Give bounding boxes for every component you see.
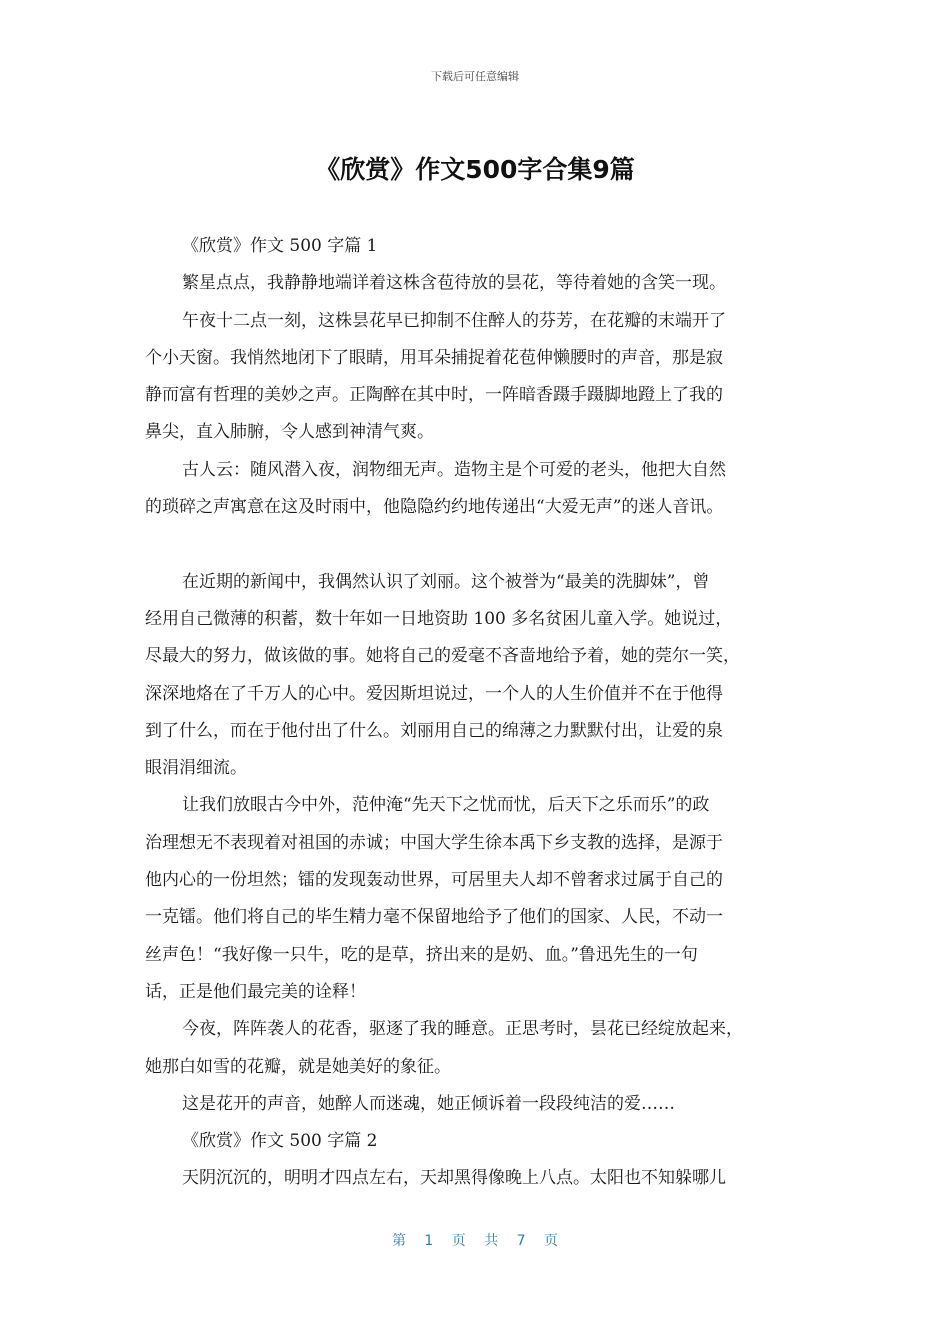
text-line: 个小天窗。我悄然地闭下了眼睛，用耳朵捕捉着花苞伸懒腰时的声音，那是寂 [145,347,723,368]
text-line: 鼻尖，直入肺腑，令人感到神清气爽。 [145,422,434,443]
text-line: 今夜，阵阵袭人的花香，驱逐了我的睡意。正思考时，昙花已经绽放起来， [182,1019,743,1040]
text-line: 经用自己微薄的积蓄，数十年如一日地资助 100 多名贫困儿童入学。她说过， [145,608,733,629]
text-line: 到了什么，而在于他付出了什么。刘丽用自己的绵薄之力默默付出，让爱的泉 [145,720,723,741]
text-line: 的琐碎之声寓意在这及时雨中，他隐隐约约地传递出“大爱无声”的迷人音讯。 [145,497,724,518]
text-line: 在近期的新闻中，我偶然认识了刘丽。这个被誉为“最美的洗脚妹”，曾 [182,571,710,592]
text-line: 眼涓涓细流。 [145,758,247,779]
text-line: 让我们放眼古今中外，范仲淹“先天下之忧而忧，后天下之乐而乐”的政 [182,795,710,816]
text-line: 深深地烙在了千万人的心中。爱因斯坦说过，一个人的人生价值并不在于他得 [145,683,723,704]
document-body [145,228,810,1198]
text-line: 话，正是他们最完美的诠释！ [145,981,366,1002]
text-line: 静而富有哲理的美妙之声。正陶醉在其中时，一阵暗香蹑手蹑脚地蹬上了我的 [145,385,723,406]
text-line: 繁星点点，我静静地端详着这株含苞待放的昙花，等待着她的含笑一现。 [182,273,726,294]
text-line: 治理想无不表现着对祖国的赤诚；中国大学生徐本禹下乡支教的选择，是源于 [145,832,723,853]
text-line: 一克镭。他们将自己的毕生精力毫不保留地给予了他们的国家、人民，不动一 [145,907,723,928]
page-number-footer: 第 1 页 共 7 页 [391,1233,559,1249]
text-line: 尽最大的努力，做该做的事。她将自己的爱毫不吝啬地给予着，她的莞尔一笑， [145,646,740,667]
text-line: 丝声色！“我好像一只牛，吃的是草，挤出来的是奶、血。”鲁迅先生的一句 [145,944,698,965]
text-line: 《欣赏》作文 500 字篇 2 [182,1131,378,1152]
header-note: 下载后可任意编辑 [431,70,519,83]
text-line: 他内心的一份坦然；镭的发现轰动世界，可居里夫人却不曾奢求过属于自己的 [145,870,723,891]
document-title: 《欣赏》作文500字合集9篇 [315,155,635,184]
text-line: 天阴沉沉的，明明才四点左右，天却黑得像晚上八点。太阳也不知躲哪儿 [182,1168,726,1189]
text-line: 古人云：随风潜入夜，润物细无声。造物主是个可爱的老头，他把大自然 [182,459,726,480]
text-line: 她那白如雪的花瓣，就是她美好的象征。 [145,1056,451,1077]
text-line: 这是花开的声音，她醉人而迷魂，她正倾诉着一段段纯洁的爱…… [182,1093,675,1114]
text-line: 《欣赏》作文 500 字篇 1 [182,236,378,256]
text-line: 午夜十二点一刻，这株昙花早已抑制不住醉人的芬芳，在花瓣的末端开了 [182,310,726,331]
paragraph-gap [145,526,810,563]
